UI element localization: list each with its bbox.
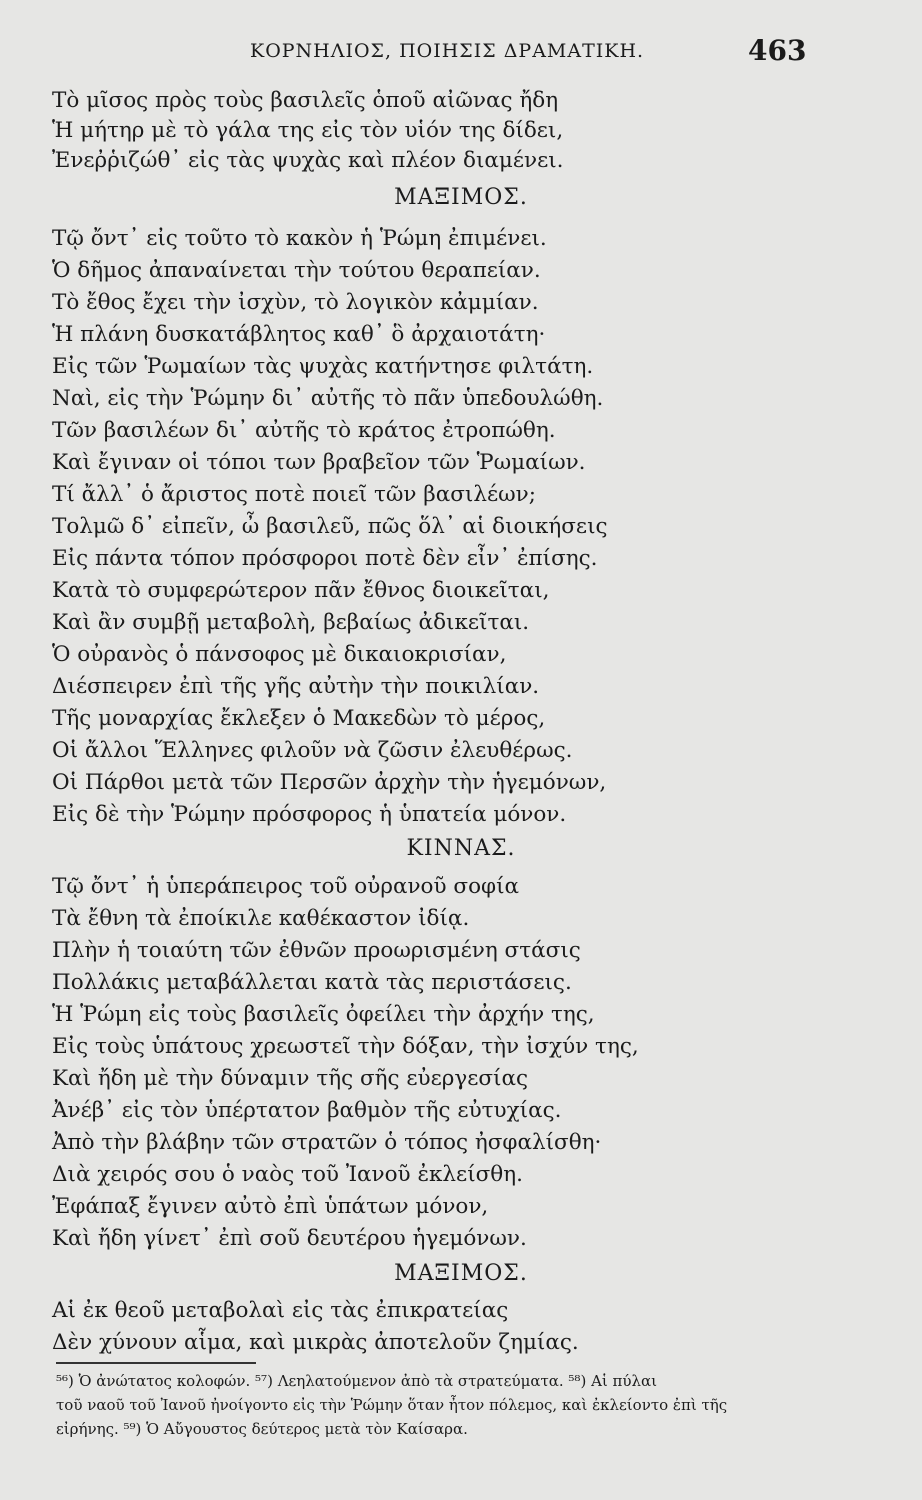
verse-line: Ἡ πλάνη δυσκατάβλητος καθ᾽ ὃ ἀρχαιοτάτη· [52, 322, 546, 347]
running-head: ΚΟΡΝΗΛΙΟΣ, ΠΟΙΗΣΙΣ ΔΡΑΜΑΤΙΚΗ. [250, 40, 645, 62]
verse-line: Εἰς τοὺς ὑπάτους χρεωστεῖ τὴν δόξαν, τὴν ἰσχύν της, [52, 1034, 639, 1059]
verse-line: Τὰ ἔθνη τὰ ἐποίκιλε καθέκαστον ἰδίᾳ. [52, 906, 470, 931]
verse-line: Καὶ ἂν συμβῇ μεταβολὴ, βεβαίως ἀδικεῖται. [52, 610, 530, 635]
footnote-line: εἰρήνης. ⁵⁹) Ὁ Αὔγουστος δεύτερος μετὰ τὸν Καίσαρα. [56, 1420, 468, 1438]
verse-line: Οἱ Πάρθοι μετὰ τῶν Περσῶν ἀρχὴν τὴν ἡγεμόνων, [52, 770, 607, 795]
verse-line: Εἰς πάντα τόπον πρόσφοροι ποτὲ δὲν εἶν᾽ ἐπίσης. [52, 546, 598, 571]
verse-line: Διέσπειρεν ἐπὶ τῆς γῆς αὐτὴν τὴν ποικιλίαν. [52, 674, 540, 699]
verse-line: Πλὴν ἡ τοιαύτη τῶν ἐθνῶν προωρισμένη στάσις [52, 938, 581, 963]
verse-line: Ὁ οὐρανὸς ὁ πάνσοφος μὲ δικαιοκρισίαν, [52, 642, 507, 667]
footnote-rule [56, 1362, 256, 1364]
verse-line: Τολμῶ δ᾽ εἰπεῖν, ὦ βασιλεῦ, πῶς ὅλ᾽ αἱ διοικήσεις [52, 514, 608, 539]
verse-line: Τῶν βασιλέων δι᾽ αὐτῆς τὸ κράτος ἐτροπώθη. [52, 418, 556, 443]
verse-line: Δὲν χύνουν αἷμα, καὶ μικρὰς ἀποτελοῦν ζημίας. [52, 1330, 579, 1355]
verse-line: Καὶ ἤδη γίνετ᾽ ἐπὶ σοῦ δευτέρου ἡγεμόνων. [52, 1226, 527, 1251]
verse-line: Τὸ μῖσος πρὸς τοὺς βασιλεῖς ὁποῦ αἰῶνας ἤδη [52, 88, 559, 113]
verse-line: Πολλάκις μεταβάλλεται κατὰ τὰς περιστάσεις. [52, 970, 572, 995]
footnote-line: τοῦ ναοῦ τοῦ Ἰανοῦ ἠνοίγοντο εἰς τὴν Ῥώμην ὅταν ἦτον πόλεμος, καὶ ἐκλείοντο ἐπὶ τῆς [56, 1396, 728, 1414]
verse-line: Κατὰ τὸ συμφερώτερον πᾶν ἔθνος διοικεῖται, [52, 578, 550, 603]
verse-line: Εἰς δὲ τὴν Ῥώμην πρόσφορος ἡ ὑπατεία μόνον. [52, 802, 567, 827]
verse-line: Τί ἄλλ᾽ ὁ ἄριστος ποτὲ ποιεῖ τῶν βασιλέων; [52, 482, 536, 507]
verse-line: Ἐνεῤῥιζώθ᾽ εἰς τὰς ψυχὰς καὶ πλέον διαμένει. [52, 148, 564, 173]
verse-line: Τῷ ὄντ᾽ εἰς τοῦτο τὸ κακὸν ἡ Ῥώμη ἐπιμένει. [52, 226, 547, 251]
verse-line: Ἀπὸ τὴν βλάβην τῶν στρατῶν ὁ τόπος ἠσφαλίσθη· [52, 1130, 602, 1155]
verse-line: Διὰ χειρός σου ὁ ναὸς τοῦ Ἰανοῦ ἐκλείσθη. [52, 1162, 523, 1187]
footnote-line: ⁵⁶) Ὁ ἀνώτατος κολοφών. ⁵⁷) Λεηλατούμενον ἀπὸ τὰ στρατεύματα. ⁵⁸) Αἱ πύλαι [56, 1372, 658, 1390]
verse-line: Τῷ ὄντ᾽ ἡ ὑπεράπειρος τοῦ οὐρανοῦ σοφία [52, 874, 520, 899]
verse-line: Οἱ ἄλλοι Ἕλληνες φιλοῦν νὰ ζῶσιν ἐλευθέρως. [52, 738, 573, 763]
verse-line: Καὶ ἤδη μὲ τὴν δύναμιν τῆς σῆς εὐεργεσίας [52, 1066, 529, 1091]
verse-line: Αἱ ἐκ θεοῦ μεταβολαὶ εἰς τὰς ἐπικρατείας [52, 1298, 509, 1323]
verse-line: Ἡ Ῥώμη εἰς τοὺς βασιλεῖς ὀφείλει τὴν ἀρχήν της, [52, 1002, 595, 1027]
speaker-name: ΚΙΝΝΑΣ. [406, 836, 516, 861]
verse-line: Ἐφάπαξ ἔγινεν αὐτὸ ἐπὶ ὑπάτων μόνον, [52, 1194, 489, 1219]
verse-line: Καὶ ἔγιναν οἱ τόποι των βραβεῖον τῶν Ῥωμαίων. [52, 450, 586, 475]
verse-line: Τὸ ἔθος ἔχει τὴν ἰσχὺν, τὸ λογικὸν κἀμμίαν. [52, 290, 539, 315]
verse-line: Τῆς μοναρχίας ἔκλεξεν ὁ Μακεδὼν τὸ μέρος, [52, 706, 546, 731]
speaker-name: ΜΑΞΙΜΟΣ. [394, 185, 528, 210]
verse-line: Ἡ μήτηρ μὲ τὸ γάλα της εἰς τὸν υἱόν της δίδει, [52, 118, 564, 143]
verse-line: Εἰς τῶν Ῥωμαίων τὰς ψυχὰς κατήντησε φιλτάτη. [52, 354, 594, 379]
verse-line: Ὁ δῆμος ἀπαναίνεται τὴν τούτου θεραπείαν. [52, 258, 541, 283]
verse-line: Ἀνέβ᾽ εἰς τὸν ὑπέρτατον βαθμὸν τῆς εὐτυχίας. [52, 1098, 562, 1123]
speaker-name: ΜΑΞΙΜΟΣ. [394, 1261, 528, 1286]
page-number: 463 [748, 34, 807, 67]
verse-line: Ναὶ, εἰς τὴν Ῥώμην δι᾽ αὐτῆς τὸ πᾶν ὑπεδουλώθη. [52, 386, 604, 411]
